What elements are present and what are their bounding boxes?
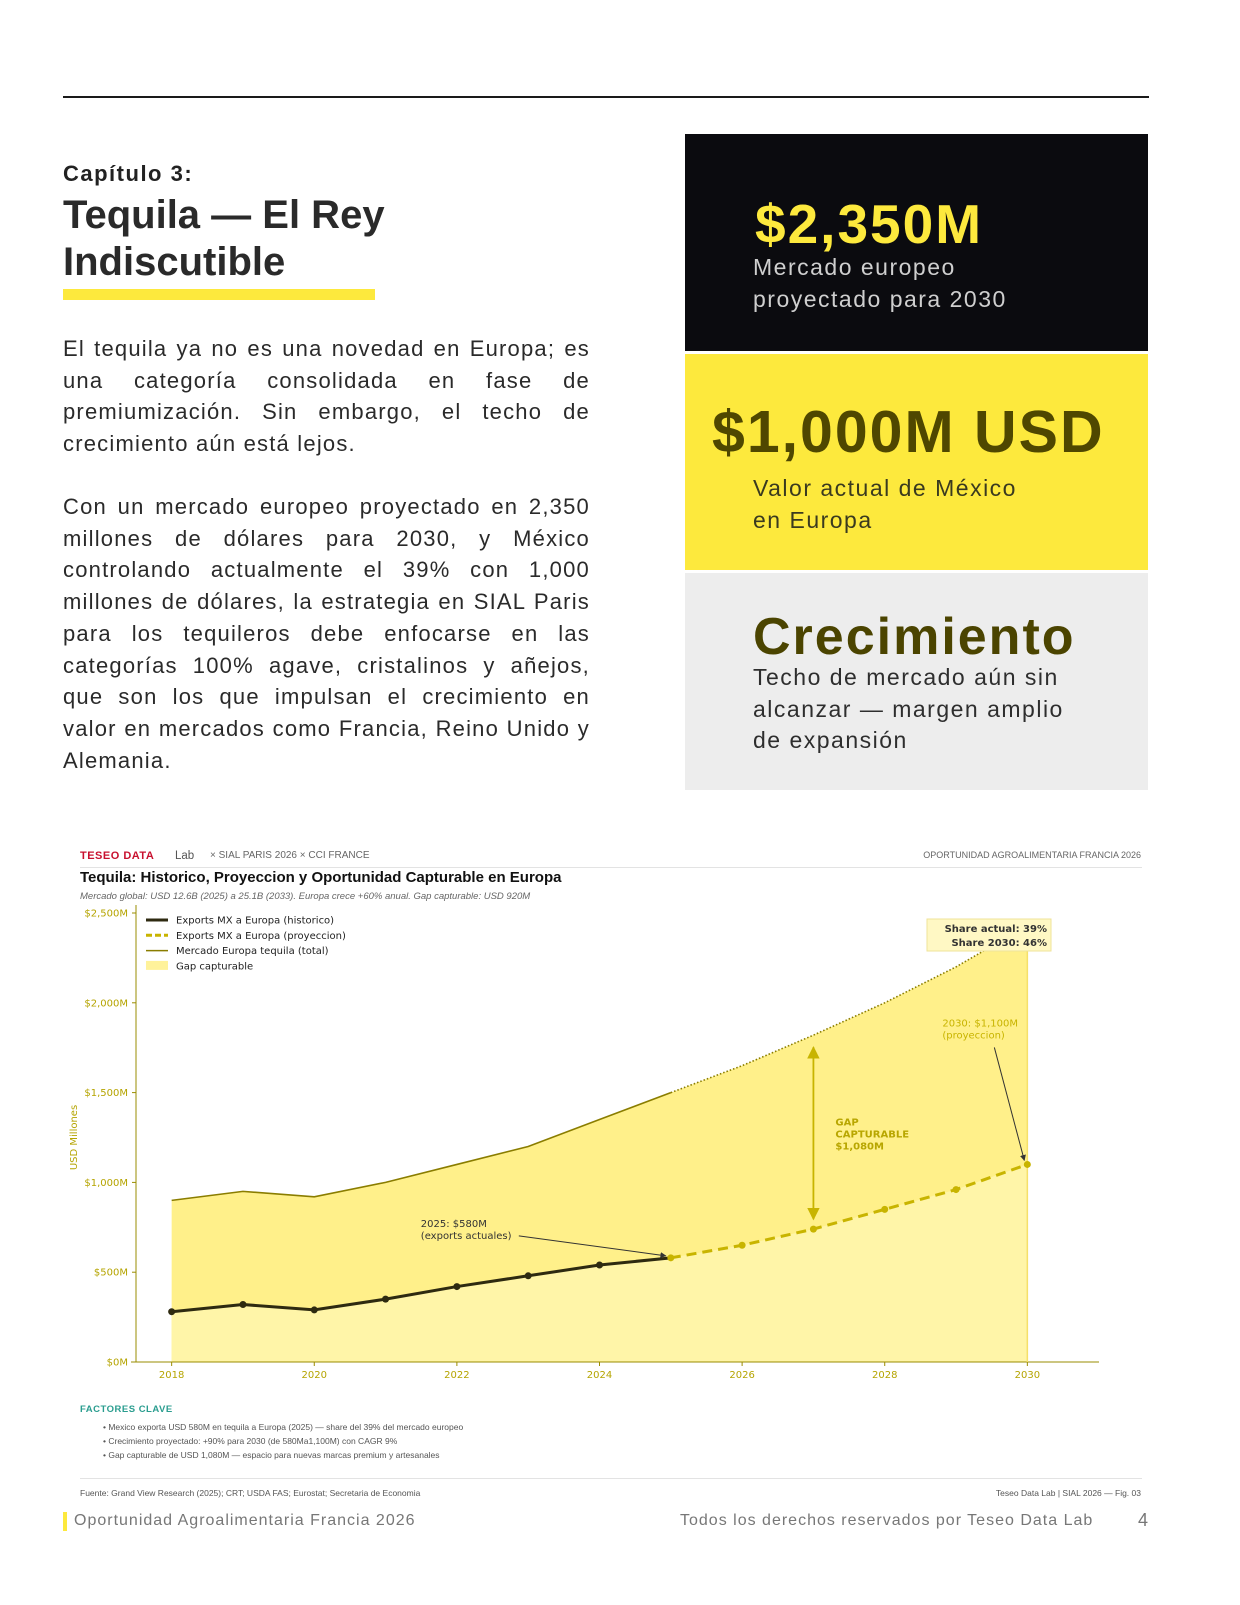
stat-description: Valor actual de México en Europa [753,475,1017,533]
historic-point [525,1272,532,1279]
legend-label: Exports MX a Europa (historico) [176,915,335,927]
chart-subtitle: Mercado global: USD 12.6B (2025) a 25.1B (2033). Europa crece +60% anual. Gap capturable: USD 920M [80,891,531,902]
stat-description: Techo de mercado aún sin alcanzar — margen amplio de expansión [753,664,1064,753]
exports-2025-sub: (exports actuales) [420,1230,512,1242]
y-tick-label: $0M [106,1357,128,1369]
y-tick-label: $2,500M [84,908,128,920]
x-tick-label: 2030 [1014,1370,1041,1381]
gap-label: GAP [835,1117,859,1129]
historic-point [311,1306,318,1313]
y-tick-label: $1,000M [84,1177,128,1189]
tequila-chart-figure [63,838,1149,1508]
historic-point [453,1283,460,1290]
figure-header-right: OPORTUNIDAD AGROALIMENTARIA FRANCIA 2026 [923,850,1141,860]
share-actual-label: Share actual: 39% [944,924,1047,935]
chapter-label: Capítulo 3: [63,161,194,186]
projection-point [953,1186,960,1193]
body-paragraph-2: Con un mercado europeo proyectado en 2,350 millones de dólares para 2030, y México controlando actualmente el 39% con 1,000 millones de dólares, la estrategia en SIAL Paris para los tequileros debe enfocarse en las categorías 100% agave, cristalinos y añejos, que son los que impulsan el crecimiento en valor en mercados como Francia, Reino Unido y Alemania. [63,494,590,773]
chapter-title: Tequila — El Rey Indiscutible [63,193,385,284]
historic-point [667,1254,674,1261]
key-factor-item: • Gap capturable de USD 1,080M — espacio para nuevas marcas premium y artesanales [103,1448,463,1462]
footer-accent-bar [63,1512,67,1531]
legend-swatch [146,961,168,970]
y-tick-label: $500M [93,1267,128,1279]
key-factors-title: FACTORES CLAVE [80,1404,173,1415]
figure-brand-lab: Lab [175,850,195,862]
stat-value: $1,000M USD [712,399,1105,465]
stat-box-mexico-value [685,354,1148,570]
x-tick-label: 2024 [586,1370,613,1381]
stat-box-market-2030 [685,134,1148,351]
x-tick-label: 2022 [444,1370,470,1381]
top-rule [63,96,1149,98]
x-tick-label: 2028 [872,1370,898,1381]
share-2030-label: Share 2030: 46% [951,938,1047,949]
title-underline [63,289,375,300]
stat-description: Mercado europeo proyectado para 2030 [753,254,1007,312]
stat-box-growth [685,573,1148,790]
y-axis-label: USD Millones [69,1104,80,1171]
legend-label: Mercado Europa tequila (total) [176,946,329,958]
figure-source: Fuente: Grand View Research (2025); CRT; USDA FAS; Eurostat; Secretaria de Economia [80,1488,421,1498]
y-tick-label: $1,500M [84,1088,128,1100]
projection-2030-label: 2030: $1,100M [942,1018,1018,1030]
body-paragraph-1: El tequila ya no es una novedad en Europa; es una categoría consolidada en fase de premiumización. Sin embargo, el techo de crecimiento aún está lejos. [63,336,590,457]
gap-label: $1,080M [835,1141,884,1153]
projection-point [810,1226,817,1233]
key-factor-item: • Mexico exporta USD 580M en tequila a Europa (2025) — share del 39% del mercado europeo [103,1420,463,1434]
exports-2025-label: 2025: $580M [420,1218,487,1230]
chart-title: Tequila: Historico, Proyeccion y Oportunidad Capturable en Europa [80,869,562,886]
key-factors-list [103,1420,463,1462]
x-tick-label: 2018 [158,1370,185,1381]
gap-label: CAPTURABLE [835,1129,910,1141]
y-tick-label: $2,000M [84,998,128,1010]
page-number: 4 [1138,1510,1149,1530]
historic-point [596,1262,603,1269]
footer-copyright: Todos los derechos reservados por Teseo Data Lab [680,1512,1094,1529]
figure-partners: × SIAL PARIS 2026 × CCI FRANCE [210,850,370,861]
legend-label: Exports MX a Europa (proyeccion) [176,930,346,942]
footer-title: Oportunidad Agroalimentaria Francia 2026 [74,1512,416,1529]
projection-point [881,1206,888,1213]
figure-brand: TESEO DATA [80,850,155,862]
figure-divider-bottom [80,1478,1142,1479]
stat-value: Crecimiento [753,608,1076,666]
x-tick-label: 2020 [301,1370,327,1381]
x-tick-label: 2026 [729,1370,755,1381]
historic-point [239,1301,246,1308]
historic-point [168,1308,175,1315]
projection-point [1024,1161,1031,1168]
key-factor-item: • Crecimiento proyectado: +90% para 2030 (de 580Ma1,100M) con CAGR 9% [103,1434,463,1448]
projection-2030-sub: (proyeccion) [942,1030,1005,1042]
historic-point [382,1296,389,1303]
tequila-line-chart [63,838,1149,1398]
figure-reference: Teseo Data Lab | SIAL 2026 — Fig. 03 [995,1488,1141,1498]
projection-point [739,1242,746,1249]
stat-value: $2,350M [755,193,984,255]
legend-label: Gap capturable [176,961,254,973]
